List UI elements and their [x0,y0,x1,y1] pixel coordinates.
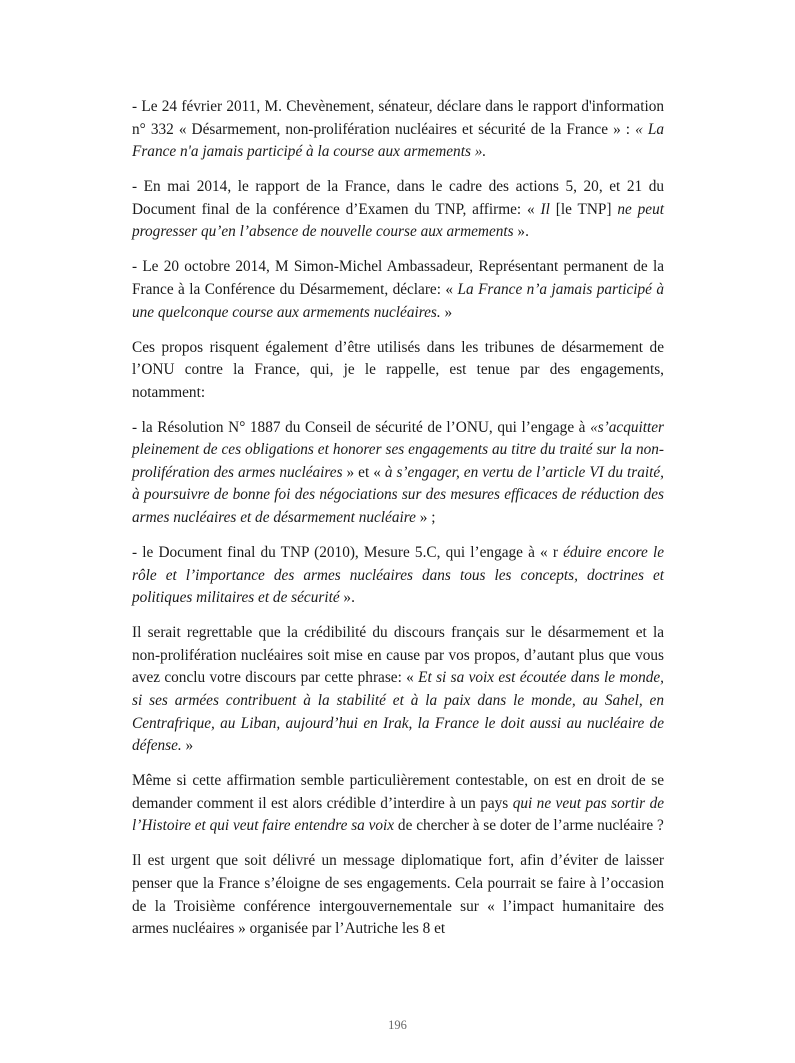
italic-quote-segment: Et si sa voix est écoutée dans le monde, si ses armées contribuent à la stabilité et à la paix dans le monde, au Sahel, en Centrafrique, au Liban, aujourd’hui en Irak, la France le doit aussi au nucléaire de défense. [132,669,664,755]
paragraph [132,176,664,244]
text-segment: de chercher à se doter de l’arme nucléaire ? [394,817,664,835]
italic-quote-segment: Il [540,200,550,218]
text-segment: » [181,737,194,755]
paragraph [132,256,664,324]
italic-quote-segment: « La France n'a jamais participé à la course aux armements ». [132,120,664,161]
text-segment: [le TNP] [549,200,618,218]
text-segment: » [440,303,453,321]
italic-quote-segment: qui ne veut pas sortir de l’Histoire et qui veut faire entendre sa voix [132,794,665,835]
text-segment: ». [513,223,529,241]
italic-quote-segment: ne peut progresser qu’en l’absence de nouvelle course aux armements [132,200,664,241]
paragraph [132,96,664,164]
text-segment: Il est urgent que soit délivré un message diplomatique fort, afin d’éviter de laisser penser que la France s’éloigne de ses engagements. Cela pourrait se faire à l’occasion de la Troisième conférence intergouvernementale sur « l’impact humanitaire des armes nucléaires » organisée par l’Autriche les 8 et [132,852,664,938]
text-segment: Même si cette affirmation semble particulièrement contestable, on est en droit de se demander comment il est alors crédible d’interdire à un pays [132,772,664,812]
text-segment: ». [339,589,355,607]
italic-quote-segment: «s’acquitter pleinement de ces obligations et honorer ses engagements au titre du traité sur la non-prolifération des armes nucléaires [132,418,664,481]
text-segment: - le Document final du TNP (2010), Mesure 5.C, qui l’engage à « r [132,544,564,562]
paragraph [132,542,664,610]
text-segment: » ; [415,509,436,527]
text-segment: Ces propos risquent également d’être utilisés dans les tribunes de désarmement de l’ONU contre la France, qui, je le rappelle, est tenue par des engagements, notamment: [132,338,664,401]
text-segment: - Le 20 octobre 2014, M Simon-Michel Ambassadeur, Représentant permanent de la France à la Conférence du Désarmement, déclare: « [132,258,664,298]
text-segment: Il serait regrettable que la crédibilité du discours français sur le désarmement et la non-prolifération nucléaires soit mise en cause par vos propos, d’autant plus que vous avez conclu votre discours par cette phrase: « [132,624,664,687]
text-segment: - Le 24 février 2011, M. Chevènement, sénateur, déclare dans le rapport d'information n° 332 « Désarmement, non-prolifération nucléaires et sécurité de la France » : [132,98,664,138]
text-segment: - En mai 2014, le rapport de la France, dans le cadre des actions 5, 20, et 21 du Document final de la conférence d’Examen du TNP, affirme: « [132,178,664,218]
text-segment: » et « [342,463,385,481]
paragraph [132,770,664,838]
italic-quote-segment: à s’engager, en vertu de l’article VI du traité, à poursuivre de bonne foi des négociations sur des mesures efficaces de réduction des armes nucléaires et de désarmement nucléaire [132,463,665,527]
paragraph [132,850,664,940]
italic-quote-segment: éduire encore le rôle et l’importance des armes nucléaires dans tous les concepts, doctrines et politiques militaires et de sécurité [132,544,664,607]
italic-quote-segment: La France n’a jamais participé à une quelconque course aux armements nucléaires. [132,280,665,321]
paragraph [132,337,664,405]
text-segment: - la Résolution N° 1887 du Conseil de sécurité de l’ONU, qui l’engage à [132,418,591,436]
page-body [132,96,664,953]
paragraph [132,622,664,758]
page-number: 196 [388,1018,407,1032]
paragraph [132,417,664,530]
